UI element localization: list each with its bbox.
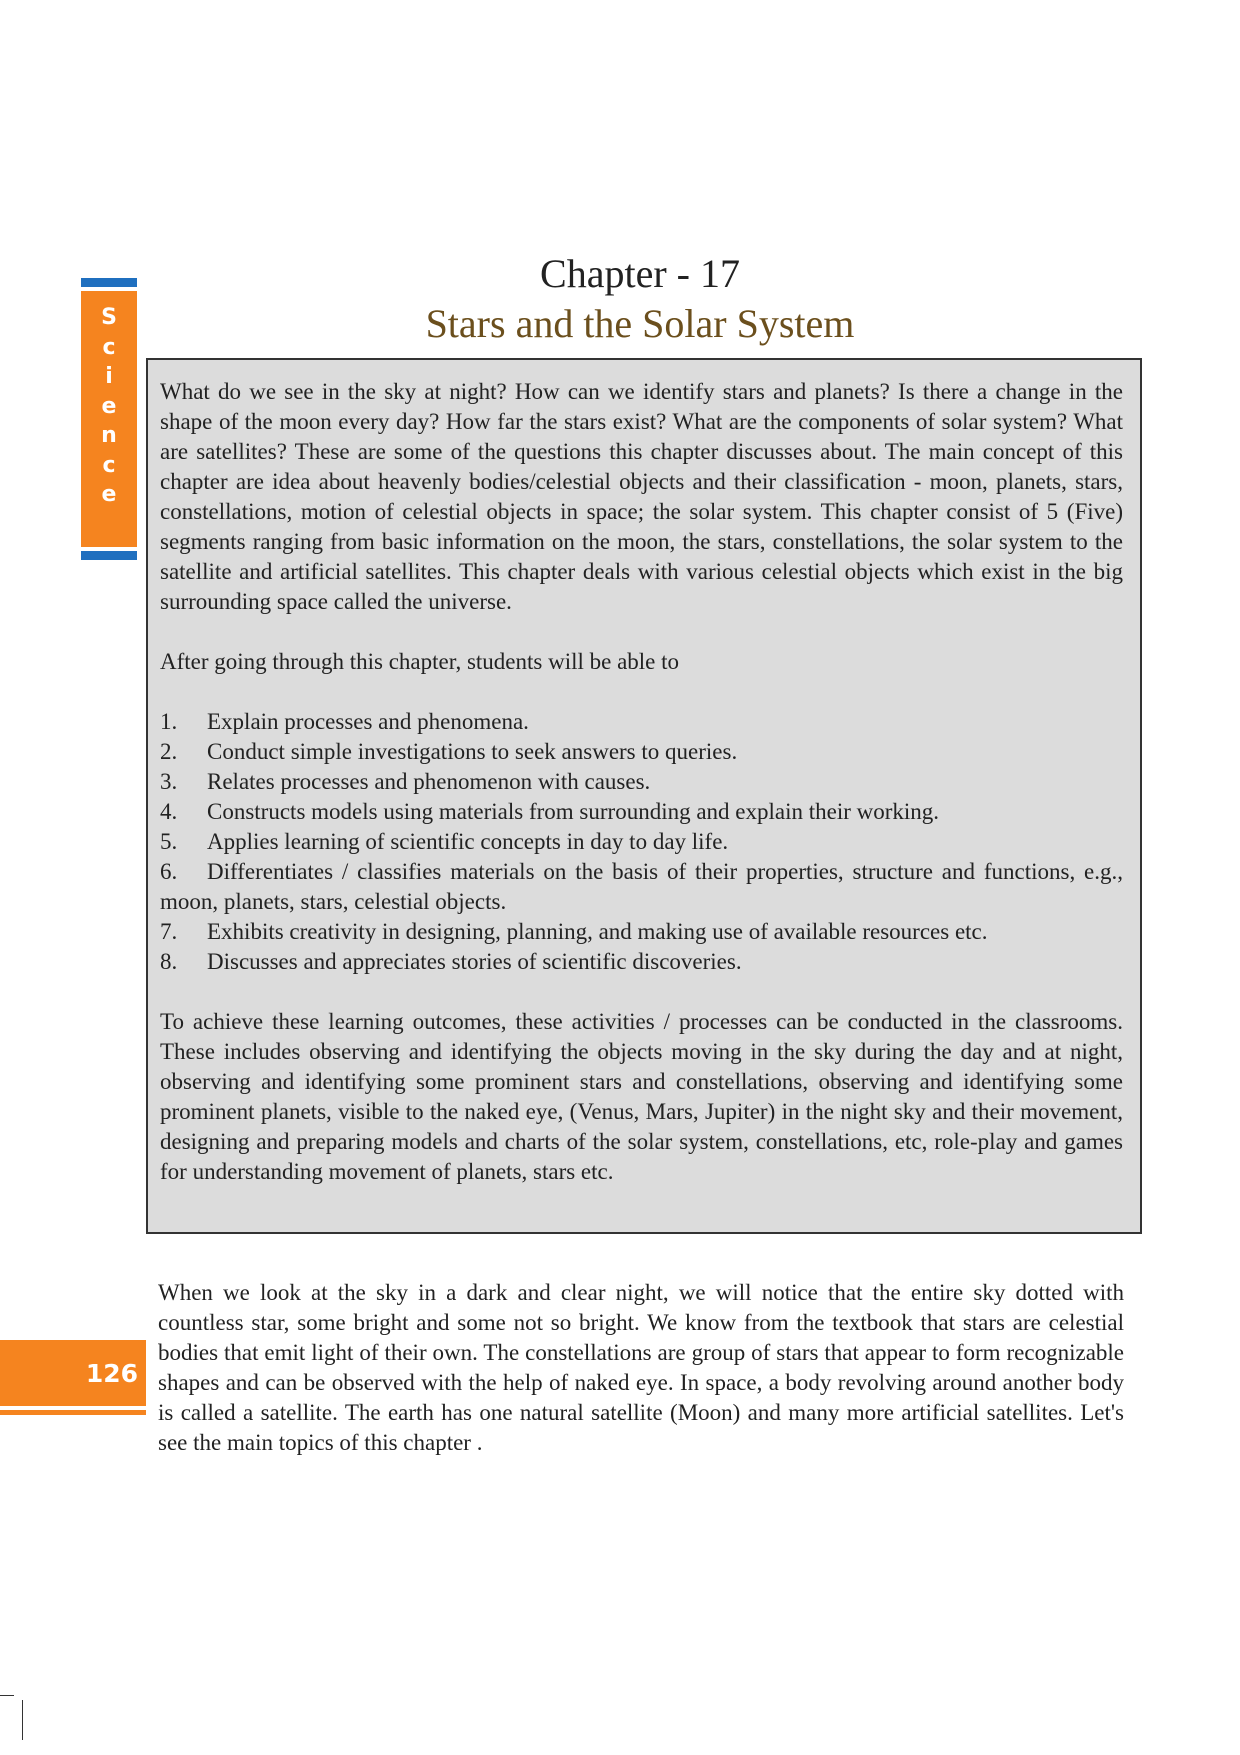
- list-item-number: 1.: [160, 709, 178, 734]
- chapter-title: Stars and the Solar System: [425, 301, 855, 346]
- side-tab-letter: S: [101, 305, 117, 330]
- list-item-number: 3.: [160, 769, 178, 794]
- side-tab-letter: i: [105, 364, 113, 389]
- list-item-number: 4.: [160, 799, 178, 824]
- page-number-tab: [0, 1340, 146, 1415]
- list-item-text: Relates processes and phenomenon with causes.: [207, 769, 651, 794]
- list-item-text: Applies learning of scientific concepts in day to day life.: [207, 829, 729, 854]
- side-tab-bottom-bar: [81, 551, 137, 560]
- side-tab-letter: n: [101, 423, 117, 448]
- page-number-block: [0, 1340, 146, 1406]
- outcomes-intro: After going through this chapter, students will be able to: [160, 649, 680, 674]
- list-item-text: Conduct simple investigations to seek answers to queries.: [207, 739, 738, 764]
- side-tab-letter: e: [101, 393, 117, 419]
- list-item: [160, 767, 1123, 797]
- list-item-text: Constructs models using materials from surrounding and explain their working.: [207, 799, 940, 824]
- chapter-intro-box: [146, 358, 1142, 1234]
- list-item-text: Exhibits creativity in designing, planning, and making use of available resources etc.: [207, 919, 988, 944]
- list-item-number: 5.: [160, 829, 178, 854]
- crop-mark: [0, 1695, 14, 1696]
- chapter-number: Chapter - 17: [540, 251, 740, 296]
- learning-outcomes-list: [160, 707, 1123, 977]
- crop-mark: [22, 1700, 23, 1740]
- side-tab-letter: c: [102, 452, 116, 478]
- side-tab-letter: c: [102, 334, 116, 360]
- list-item: [160, 707, 1123, 737]
- side-tab-letter: e: [101, 482, 117, 507]
- page-number: 126: [85, 1358, 138, 1388]
- activities-paragraph: To achieve these learning outcomes, these activities / processes can be conducted in the classrooms. These includes observing and identifying the objects moving in the sky during the day and at night, observing and identifying some prominent stars and constellations, observing and identifying some prominent planets, visible to the naked eye, (Venus, Mars, Jupiter) in the night sky and their movement, designing and preparing models and charts of the solar system, constellations, etc, role-play and games for understanding movement of planets, stars etc.: [160, 1009, 1123, 1184]
- intro-paragraph: What do we see in the sky at night? How can we identify stars and planets? Is there a change in the shape of the moon every day? How far the stars exist? What are the components of solar system? What are satellites? These are some of the questions this chapter discusses about. The main concept of this chapter are idea about heavenly bodies/celestial objects and their classification - moon, planets, stars, constellations, motion of celestial objects in space; the solar system. This chapter consist of 5 (Five) segments ranging from basic information on the moon, the stars, constellations, the solar system to the satellite and artificial satellites. This chapter deals with various celestial objects which exist in the big surrounding space called the universe.: [160, 379, 1123, 614]
- list-item-text: Discusses and appreciates stories of scientific discoveries.: [207, 949, 742, 974]
- list-item: [160, 857, 1123, 917]
- list-item-number: 6.: [160, 859, 178, 884]
- list-item-number: 2.: [160, 739, 178, 764]
- list-item-text: Explain processes and phenomena.: [207, 709, 529, 734]
- list-item-number: 7.: [160, 919, 178, 944]
- list-item: [160, 827, 1123, 857]
- list-item: [160, 917, 1123, 947]
- body-paragraph: When we look at the sky in a dark and clear night, we will notice that the entire sky dotted with countless star, some bright and some not so bright. We know from the textbook that stars are celestial bodies that emit light of their own. The constellations are group of stars that appear to form recognizable shapes and can be observed with the help of naked eye. In space, a body revolving around another body is called a satellite. The earth has one natural satellite (Moon) and many more artificial satellites. Let's see the main topics of this chapter .: [158, 1280, 1124, 1455]
- page-number-underline: [0, 1410, 146, 1415]
- list-item-number: 8.: [160, 949, 178, 974]
- list-item-text: Differentiates / classifies materials on the basis of their properties, structure and functions, e.g., moon, planets, stars, celestial objects.: [160, 859, 1123, 914]
- list-item: [160, 947, 1123, 977]
- list-item: [160, 797, 1123, 827]
- list-item: [160, 737, 1123, 767]
